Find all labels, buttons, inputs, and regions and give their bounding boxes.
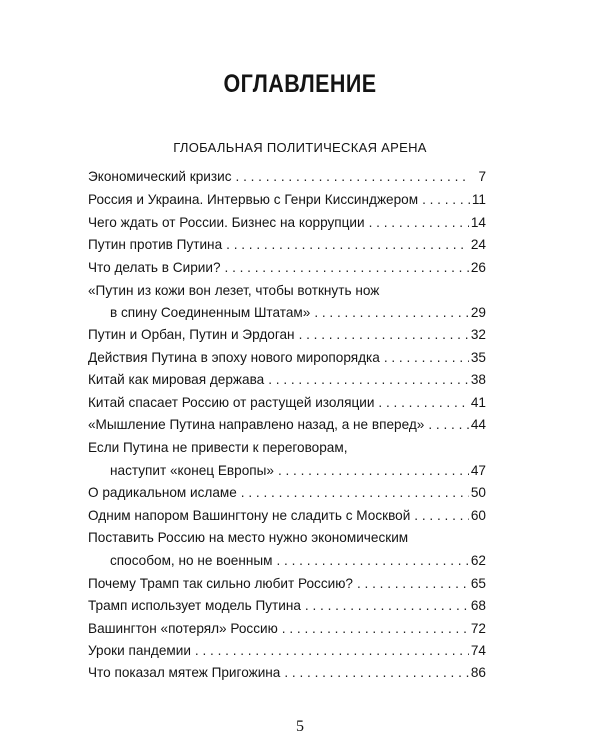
toc-entry	[88, 347, 486, 369]
toc-entry-title: Вашингтон «потерял» Россию	[88, 621, 278, 636]
toc-entry-title: Трамп использует модель Путина	[88, 598, 301, 613]
toc-page-number: 60	[470, 508, 486, 523]
toc-page-number: 47	[470, 463, 486, 478]
toc-page-number: 35	[470, 350, 486, 365]
toc-entry	[88, 573, 486, 595]
toc-page-number: 26	[470, 260, 486, 275]
toc-entry	[88, 166, 486, 188]
toc-dot-leader	[274, 460, 469, 482]
toc-page-number: 62	[470, 553, 486, 568]
toc-page-number: 24	[470, 237, 486, 252]
toc-dot-leader	[353, 573, 469, 595]
toc-entry	[88, 505, 486, 527]
toc-page-number: 50	[470, 485, 486, 500]
toc-entry	[88, 280, 486, 302]
toc-entry	[88, 257, 486, 279]
toc-entry-title: «Путин из кожи вон лезет, чтобы воткнуть нож	[88, 283, 380, 298]
toc-entry-title: «Мышление Путина направлено назад, а не вперед»	[88, 417, 425, 432]
toc-page-number: 11	[471, 192, 486, 207]
toc-entry-title: Россия и Украина. Интервью с Генри Киссинджером	[88, 192, 419, 207]
toc-entry	[88, 640, 486, 662]
toc-entry	[88, 189, 486, 211]
toc-page-number: 44	[470, 417, 486, 432]
toc-entry-title: в спину Соединенным Штатам»	[110, 305, 311, 320]
toc-entry-title: О радикальном исламе	[88, 485, 237, 500]
toc-dot-leader	[374, 392, 468, 414]
toc-page-number: 72	[470, 621, 486, 636]
toc-dot-leader	[424, 414, 469, 436]
toc-page-number: 68	[470, 598, 486, 613]
toc-entry-title: Действия Путина в эпоху нового миропорядка	[88, 350, 380, 365]
section-heading: ГЛОБАЛЬНАЯ ПОЛИТИЧЕСКАЯ АРЕНА	[173, 140, 427, 155]
toc-entry	[88, 212, 486, 234]
toc-entry	[88, 437, 486, 459]
toc-page-number: 65	[470, 576, 486, 591]
toc-dot-leader	[410, 505, 469, 527]
table-of-contents	[88, 0, 486, 750]
toc-entry-title: способом, но не военным	[110, 553, 273, 568]
toc-dot-leader	[232, 166, 470, 188]
toc-dot-leader	[237, 482, 469, 504]
toc-entry-title: Уроки пандемии	[88, 643, 191, 658]
toc-entry	[88, 595, 486, 617]
toc-entry-title: Путин против Путина	[88, 237, 223, 252]
toc-dot-leader	[191, 640, 469, 662]
toc-dot-leader	[272, 550, 468, 572]
toc-entry-title: Что показал мятеж Пригожина	[88, 665, 281, 680]
toc-entry-title: Поставить Россию на место нужно экономическим	[88, 530, 409, 545]
toc-page-number: 32	[470, 327, 486, 342]
toc-entry	[88, 527, 486, 549]
toc-dot-leader	[310, 302, 469, 324]
toc-entry	[88, 662, 486, 684]
toc-dot-leader	[222, 234, 469, 256]
toc-entry	[88, 324, 486, 346]
toc-dot-leader	[278, 618, 469, 640]
toc-dot-leader	[264, 369, 469, 391]
toc-entry	[88, 302, 486, 324]
toc-dot-leader	[380, 347, 469, 369]
toc-entry	[88, 482, 486, 504]
toc-entry-title: Почему Трамп так сильно любит Россию?	[88, 576, 353, 591]
toc-entry	[88, 460, 486, 482]
toc-page-number: 38	[470, 372, 486, 387]
toc-page-number: 74	[470, 643, 486, 658]
toc-entry-title: Что делать в Сирии?	[88, 260, 221, 275]
toc-dot-leader	[221, 257, 469, 279]
toc-entry-title: Китай спасает Россию от растущей изоляции	[88, 395, 375, 410]
toc-dot-leader	[418, 189, 470, 211]
toc-entry-title: Путин и Орбан, Путин и Эрдоган	[88, 327, 295, 342]
toc-page-number: 14	[470, 215, 486, 230]
toc-entry-title: Экономический кризис	[88, 169, 232, 184]
toc-entry	[88, 414, 486, 436]
toc-entry-title: Чего ждать от России. Бизнес на коррупции	[88, 215, 365, 230]
toc-page-number: 29	[470, 305, 486, 320]
toc-dot-leader	[280, 662, 469, 684]
toc-dot-leader	[301, 595, 469, 617]
toc-dot-leader	[295, 324, 469, 346]
page-number: 5	[296, 718, 304, 735]
toc-entry	[88, 234, 486, 256]
toc-entry	[88, 392, 486, 414]
toc-page-number: 7	[478, 169, 486, 184]
toc-entry-title: Если Путина не привести к переговорам,	[88, 440, 348, 455]
toc-entry	[88, 369, 486, 391]
toc-entry-title: Китай как мировая держава	[88, 372, 265, 387]
toc-entry-title: Одним напором Вашингтону не сладить с Москвой	[88, 508, 411, 523]
toc-dot-leader	[365, 212, 469, 234]
toc-entry	[88, 550, 486, 572]
page-title: ОГЛАВЛЕНИЕ	[223, 70, 377, 98]
toc-page-number: 41	[470, 395, 486, 410]
toc-page-number: 86	[470, 665, 486, 680]
toc-entry-title: наступит «конец Европы»	[110, 463, 274, 478]
toc-entry	[88, 618, 486, 640]
